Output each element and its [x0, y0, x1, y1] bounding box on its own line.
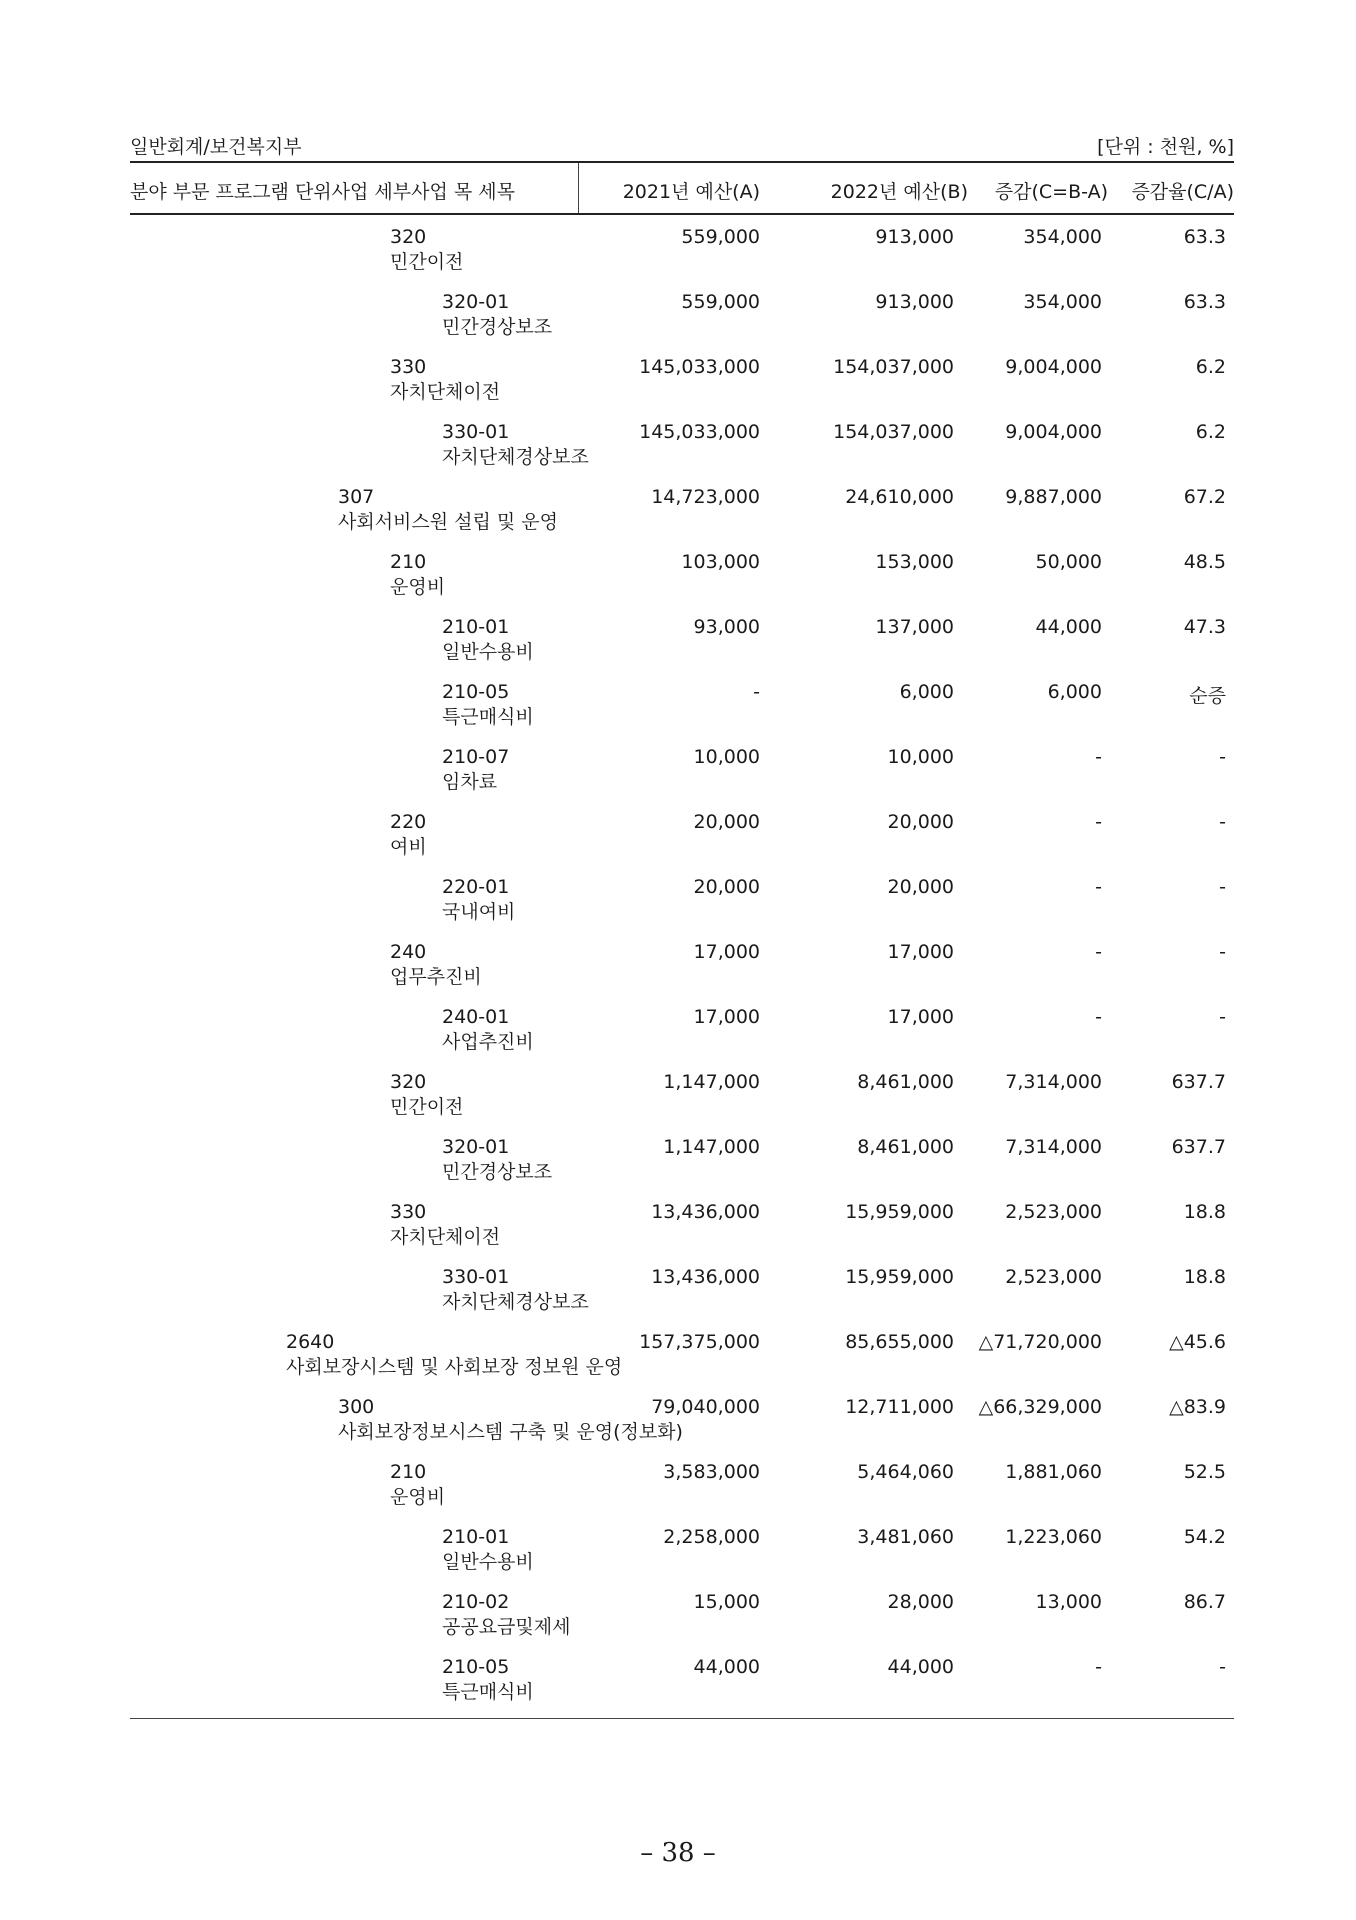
table-row: [130, 1201, 1234, 1267]
item-name: 사업추진비: [442, 1031, 534, 1053]
item-code: 210-01: [442, 616, 510, 638]
value-2022: 913,000: [875, 291, 954, 313]
header-divider: [578, 163, 579, 213]
value-change: 9,004,000: [1005, 421, 1102, 443]
table-row: [130, 1071, 1234, 1137]
header-change: 증감(C=B-A): [994, 181, 1108, 203]
item-name: 민간경상보조: [442, 1161, 553, 1183]
value-change-rate: △45.6: [1169, 1331, 1226, 1353]
value-2021: 14,723,000: [651, 486, 760, 508]
item-code: 210: [390, 551, 427, 573]
item-code: 320: [390, 226, 427, 248]
value-change: 13,000: [1035, 1591, 1102, 1613]
value-2022: 15,959,000: [845, 1201, 954, 1223]
table-row: [130, 616, 1234, 682]
item-code: 240-01: [442, 1006, 510, 1028]
document-meta: [130, 132, 1234, 158]
value-2021: 559,000: [681, 226, 760, 248]
account-label: 일반회계/보건복지부: [130, 136, 302, 158]
table-row: [130, 941, 1234, 1007]
value-2021: 44,000: [693, 1656, 760, 1678]
item-code: 320-01: [442, 291, 510, 313]
table-row: [130, 291, 1234, 357]
table-header: [130, 163, 1234, 213]
value-2021: 13,436,000: [651, 1201, 760, 1223]
item-code: 330: [390, 356, 427, 378]
value-2021: 2,258,000: [663, 1526, 760, 1548]
value-change-rate: 54.2: [1183, 1526, 1226, 1548]
value-change-rate: 637.7: [1171, 1136, 1226, 1158]
item-code: 2640: [286, 1331, 335, 1353]
value-2021: 1,147,000: [663, 1136, 760, 1158]
header-2022-budget: 2022년 예산(B): [830, 181, 968, 203]
value-2022: 15,959,000: [845, 1266, 954, 1288]
value-2022: 137,000: [875, 616, 954, 638]
table-row: [130, 1396, 1234, 1462]
item-code: 220-01: [442, 876, 510, 898]
item-code: 210-07: [442, 746, 510, 768]
value-2021: -: [753, 681, 760, 703]
value-change-rate: -: [1219, 811, 1226, 833]
table-header-rule: [130, 213, 1234, 215]
value-2022: 85,655,000: [845, 1331, 954, 1353]
item-name: 일반수용비: [442, 641, 534, 663]
value-change: 7,314,000: [1005, 1071, 1102, 1093]
value-2022: 3,481,060: [857, 1526, 954, 1548]
item-code: 330-01: [442, 1266, 510, 1288]
item-name: 국내여비: [442, 901, 516, 923]
item-code: 240: [390, 941, 427, 963]
header-classification: 분야 부문 프로그램 단위사업 세부사업 목 세목: [130, 181, 515, 203]
value-change: 2,523,000: [1005, 1266, 1102, 1288]
item-name: 자치단체경상보조: [442, 446, 589, 468]
item-code: 300: [338, 1396, 375, 1418]
table-row: [130, 1461, 1234, 1527]
value-2021: 1,147,000: [663, 1071, 760, 1093]
value-2021: 79,040,000: [651, 1396, 760, 1418]
value-2022: 17,000: [887, 941, 954, 963]
value-change: 354,000: [1023, 226, 1102, 248]
item-code: 320: [390, 1071, 427, 1093]
value-change: 1,223,060: [1005, 1526, 1102, 1548]
value-change-rate: 52.5: [1183, 1461, 1226, 1483]
table-row: [130, 746, 1234, 812]
unit-label: [단위 : 천원, %]: [1097, 136, 1234, 158]
value-change: -: [1095, 941, 1102, 963]
item-code: 210-01: [442, 1526, 510, 1548]
value-change: 44,000: [1035, 616, 1102, 638]
item-name: 민간이전: [390, 251, 464, 273]
value-change-rate: 86.7: [1183, 1591, 1226, 1613]
table-row: [130, 876, 1234, 942]
value-change-rate: -: [1219, 1006, 1226, 1028]
value-2021: 13,436,000: [651, 1266, 760, 1288]
table-row: [130, 1331, 1234, 1397]
item-code: 220: [390, 811, 427, 833]
value-change: △71,720,000: [978, 1331, 1102, 1353]
value-change: 2,523,000: [1005, 1201, 1102, 1223]
value-change: 354,000: [1023, 291, 1102, 313]
value-change: △66,329,000: [978, 1396, 1102, 1418]
value-2022: 8,461,000: [857, 1136, 954, 1158]
table-row: [130, 486, 1234, 552]
value-change: 9,887,000: [1005, 486, 1102, 508]
value-2022: 6,000: [899, 681, 954, 703]
value-change-rate: -: [1219, 876, 1226, 898]
item-name: 공공요금및제세: [442, 1616, 571, 1638]
value-change: -: [1095, 811, 1102, 833]
item-code: 210-05: [442, 681, 510, 703]
value-change-rate: -: [1219, 941, 1226, 963]
value-2021: 20,000: [693, 811, 760, 833]
value-2022: 10,000: [887, 746, 954, 768]
item-name: 자치단체경상보조: [442, 1291, 589, 1313]
value-change-rate: 6.2: [1195, 356, 1226, 378]
value-2022: 28,000: [887, 1591, 954, 1613]
item-name: 임차료: [442, 771, 498, 793]
table-row: [130, 811, 1234, 877]
item-code: 320-01: [442, 1136, 510, 1158]
value-2021: 145,033,000: [639, 421, 760, 443]
value-2021: 20,000: [693, 876, 760, 898]
item-name: 일반수용비: [442, 1551, 534, 1573]
value-change-rate: -: [1219, 1656, 1226, 1678]
item-name: 사회서비스원 설립 및 운영: [338, 511, 559, 533]
item-name: 민간이전: [390, 1096, 464, 1118]
item-name: 여비: [390, 836, 427, 858]
table-row: [130, 1006, 1234, 1072]
value-2022: 154,037,000: [833, 421, 954, 443]
value-change-rate: 63.3: [1183, 226, 1226, 248]
value-change: 7,314,000: [1005, 1136, 1102, 1158]
item-name: 사회보장정보시스템 구축 및 운영(정보화): [338, 1421, 683, 1443]
value-change: 6,000: [1047, 681, 1102, 703]
table-row: [130, 421, 1234, 487]
table-row: [130, 1591, 1234, 1657]
item-code: 307: [338, 486, 375, 508]
value-2021: 157,375,000: [639, 1331, 760, 1353]
table-row: [130, 681, 1234, 747]
value-2021: 10,000: [693, 746, 760, 768]
item-name: 특근매식비: [442, 1681, 534, 1703]
table-row: [130, 1136, 1234, 1202]
value-2022: 17,000: [887, 1006, 954, 1028]
item-code: 210-02: [442, 1591, 510, 1613]
value-2022: 153,000: [875, 551, 954, 573]
item-name: 자치단체이전: [390, 381, 501, 403]
value-change-rate: 18.8: [1183, 1201, 1226, 1223]
item-name: 운영비: [390, 1486, 446, 1508]
value-change: -: [1095, 876, 1102, 898]
value-change-rate: 67.2: [1183, 486, 1226, 508]
value-2021: 145,033,000: [639, 356, 760, 378]
item-name: 사회보장시스템 및 사회보장 정보원 운영: [286, 1356, 623, 1378]
value-2022: 5,464,060: [857, 1461, 954, 1483]
item-name: 민간경상보조: [442, 316, 553, 338]
table-bottom-rule: [130, 1718, 1234, 1719]
header-2021-budget: 2021년 예산(A): [622, 181, 760, 203]
value-change-rate: 18.8: [1183, 1266, 1226, 1288]
table-row: [130, 226, 1234, 292]
item-name: 자치단체이전: [390, 1226, 501, 1248]
value-change: -: [1095, 1656, 1102, 1678]
value-change: 1,881,060: [1005, 1461, 1102, 1483]
value-change-rate: 6.2: [1195, 421, 1226, 443]
page-number: – 38 –: [640, 1838, 716, 1868]
value-2021: 3,583,000: [663, 1461, 760, 1483]
value-change-rate: 순증: [1189, 685, 1226, 707]
value-2021: 17,000: [693, 1006, 760, 1028]
item-name: 특근매식비: [442, 706, 534, 728]
value-2022: 20,000: [887, 811, 954, 833]
value-change-rate: 63.3: [1183, 291, 1226, 313]
table-row: [130, 1526, 1234, 1592]
item-code: 330: [390, 1201, 427, 1223]
header-change-rate: 증감율(C/A): [1131, 181, 1234, 203]
table-row: [130, 1266, 1234, 1332]
value-2022: 154,037,000: [833, 356, 954, 378]
value-change-rate: 637.7: [1171, 1071, 1226, 1093]
value-change-rate: -: [1219, 746, 1226, 768]
value-2021: 559,000: [681, 291, 760, 313]
value-change-rate: 48.5: [1183, 551, 1226, 573]
value-2022: 12,711,000: [845, 1396, 954, 1418]
value-change: -: [1095, 1006, 1102, 1028]
table-row: [130, 551, 1234, 617]
value-2021: 93,000: [693, 616, 760, 638]
value-2021: 15,000: [693, 1591, 760, 1613]
value-2022: 44,000: [887, 1656, 954, 1678]
item-code: 210-05: [442, 1656, 510, 1678]
table-row: [130, 356, 1234, 422]
value-change: -: [1095, 746, 1102, 768]
value-change-rate: 47.3: [1183, 616, 1226, 638]
value-2022: 24,610,000: [845, 486, 954, 508]
value-change: 9,004,000: [1005, 356, 1102, 378]
item-name: 업무추진비: [390, 966, 482, 988]
value-change-rate: △83.9: [1169, 1396, 1226, 1418]
value-2021: 103,000: [681, 551, 760, 573]
value-2022: 8,461,000: [857, 1071, 954, 1093]
value-2022: 20,000: [887, 876, 954, 898]
value-change: 50,000: [1035, 551, 1102, 573]
item-code: 210: [390, 1461, 427, 1483]
value-2022: 913,000: [875, 226, 954, 248]
value-2021: 17,000: [693, 941, 760, 963]
item-name: 운영비: [390, 576, 446, 598]
table-row: [130, 1656, 1234, 1722]
item-code: 330-01: [442, 421, 510, 443]
